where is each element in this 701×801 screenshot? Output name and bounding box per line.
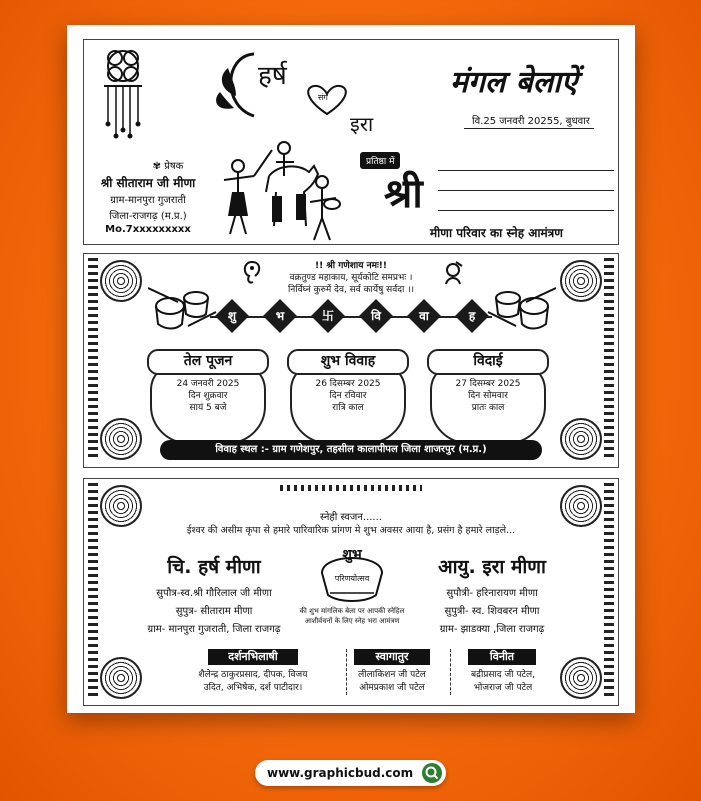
greeting: स्नेही स्वजन......	[320, 512, 382, 523]
corner-mandala-icon	[100, 418, 142, 460]
recipient-label: प्रतिष्ठा में	[360, 152, 400, 169]
left-border-pattern	[88, 258, 98, 461]
corner-mandala-icon	[560, 485, 602, 527]
event-day: दिन सोमवार	[468, 391, 508, 401]
address-line[interactable]	[438, 210, 614, 211]
event-title: तेल पूजन	[147, 349, 269, 375]
vineet-label: विनीत	[468, 649, 536, 665]
swagat-line-2: ओमप्रकाश जी पटेल	[359, 683, 425, 693]
emblem-text: परिणयोत्सव	[334, 574, 370, 583]
event-time: सायं 5 बजे	[189, 403, 227, 413]
groom-son: सुपुत्र- सीताराम मीणा	[175, 606, 253, 617]
address-line[interactable]	[438, 170, 614, 171]
swastik-letter: 卐	[311, 299, 345, 333]
sender-village: ग्राम-मानपुरा गुजराती	[110, 195, 186, 206]
corner-mandala-icon	[560, 657, 602, 699]
vivah-letter: वा	[407, 299, 441, 333]
sender-district: जिला-राजगढ़ (म.प्र.)	[109, 211, 187, 222]
dhol-drum-icon	[486, 282, 556, 332]
top-hanging-pattern	[280, 485, 422, 491]
event-title: शुभ विवाह	[287, 349, 409, 375]
sender-name: श्री सीताराम जी मीणा	[100, 176, 196, 190]
right-border-pattern	[604, 258, 614, 461]
event-card-tel-poojan	[150, 353, 266, 444]
event-day: दिन रविवार	[329, 391, 367, 401]
bride-name: आयु. इरा मीणा	[438, 556, 546, 578]
event-card-vidai	[430, 353, 546, 444]
blessing-line-1: की शुभ मांगलिक बेला पर आपकी स्नेहिल	[299, 607, 405, 615]
corner-mandala-icon	[100, 657, 142, 699]
emblem-top-text: शुभ	[342, 547, 362, 563]
date-divider	[464, 128, 594, 129]
website-badge[interactable]	[255, 760, 446, 786]
swirl-icon: ✾	[152, 161, 165, 172]
vivah-letter: वि	[359, 299, 393, 333]
banner-line	[210, 316, 492, 318]
darshan-label: दर्शनभिलाषी	[208, 649, 298, 665]
intro-line: ईश्वर की असीम कृपा से हमारे पारिवारिक प्रांगण मे शुभ अवसर आया है, प्रसंग है हमारे लाड़ले...	[186, 525, 516, 536]
shubh-letter: भ	[263, 299, 297, 333]
family-invite-line: मीणा परिवार का स्नेह आमंत्रण	[430, 226, 563, 240]
ganesh-invocation: !! श्री गणेशाय नमः!!	[315, 261, 387, 271]
vineet-line-1: बद्रीप्रसाद जी पटेल,	[471, 670, 535, 680]
event-title: विदाई	[427, 349, 549, 375]
shree-title: श्री	[384, 170, 423, 217]
couple-name-left: हर्ष	[258, 61, 287, 91]
event-day: दिन शुक्रवार	[188, 391, 228, 401]
corner-mandala-icon	[560, 418, 602, 460]
event-time: प्रातः काल	[471, 403, 505, 413]
corner-mandala-icon	[560, 260, 602, 302]
baraat-procession-icon	[214, 136, 344, 242]
venue-banner: विवाह स्थल :- ग्राम गणेशपुर, तहसील कालापीपल जिला शाजरपुर (म.प्र.)	[160, 440, 542, 460]
couple-name-right: इरा	[350, 112, 374, 136]
left-border-pattern	[88, 483, 98, 699]
sender-mobile: Mo.7xxxxxxxxx	[105, 224, 191, 235]
bride-village: ग्राम- झाडक्या ,जिला राजगढ़	[439, 624, 545, 635]
bride-daughter: सुपुत्री- स्व. शिवबरन मीणा	[444, 606, 540, 617]
dhol-drum-icon	[148, 282, 218, 332]
event-time: रात्रि काल	[332, 403, 364, 413]
couple-panel	[83, 478, 619, 706]
swagat-label: स्वागातुर	[354, 649, 430, 665]
vineet-line-2: भोजराज जी पटेल	[473, 683, 533, 693]
shubh-letter: शु	[215, 299, 249, 333]
sender-label: ✾ प्रेषक	[152, 161, 184, 172]
website-link[interactable]: www.graphicbud.com	[267, 766, 414, 780]
darshan-line-2: उदित, अभिषेक, दर्श पाटीदार।	[203, 683, 303, 693]
shloka-line-2: निर्विघ्नं कुरुमें देव, सर्व कार्येषु सर्वदा ।।	[287, 285, 415, 295]
hanging-ornament-icon	[98, 44, 148, 140]
bride-grand: सुपौत्री- हरिनारायण मीणा	[446, 588, 538, 599]
groom-grandson: सुपौत्र-स्व.श्री गौरिलाल जी मीणा	[156, 588, 272, 599]
swagat-line-1: लीलाकिशन जी पटेल	[358, 670, 426, 680]
address-line[interactable]	[438, 190, 614, 191]
shloka-line-1: वक्रतुण्ड महाकाय, सूर्यकोटि समप्रभः ।	[289, 273, 413, 283]
blessing-line-2: आशीर्वचनों के लिए स्नेह भरा आमंत्रण	[304, 617, 400, 625]
sang-label: संग	[318, 93, 328, 102]
credit-divider	[450, 649, 451, 695]
right-border-pattern	[604, 483, 614, 699]
search-icon[interactable]	[422, 763, 442, 783]
page-title: मंगल बेलाऐं	[450, 65, 578, 100]
corner-mandala-icon	[100, 260, 142, 302]
programme-panel	[83, 253, 619, 468]
corner-mandala-icon	[100, 485, 142, 527]
event-date: 27 दिसम्बर 2025	[455, 379, 521, 389]
wedding-date: वि.25 जनवरी 20255, बुधवार	[472, 116, 590, 127]
groom-village: ग्राम- मानपुरा गुजराती, जिला राजगढ़	[147, 624, 281, 635]
vivah-letter: ह	[455, 299, 489, 333]
event-date: 26 दिसम्बर 2025	[315, 379, 381, 389]
groom-name: चि. हर्ष मीणा	[167, 556, 261, 578]
darshan-line-1: शैलेन्द्र ठाकुरप्रसाद, दीपक, विजय	[198, 670, 308, 680]
invitation-card	[67, 25, 635, 713]
event-card-shubh-vivah	[290, 353, 406, 444]
event-date: 24 जनवरी 2025	[176, 379, 240, 389]
header-panel	[83, 39, 619, 245]
